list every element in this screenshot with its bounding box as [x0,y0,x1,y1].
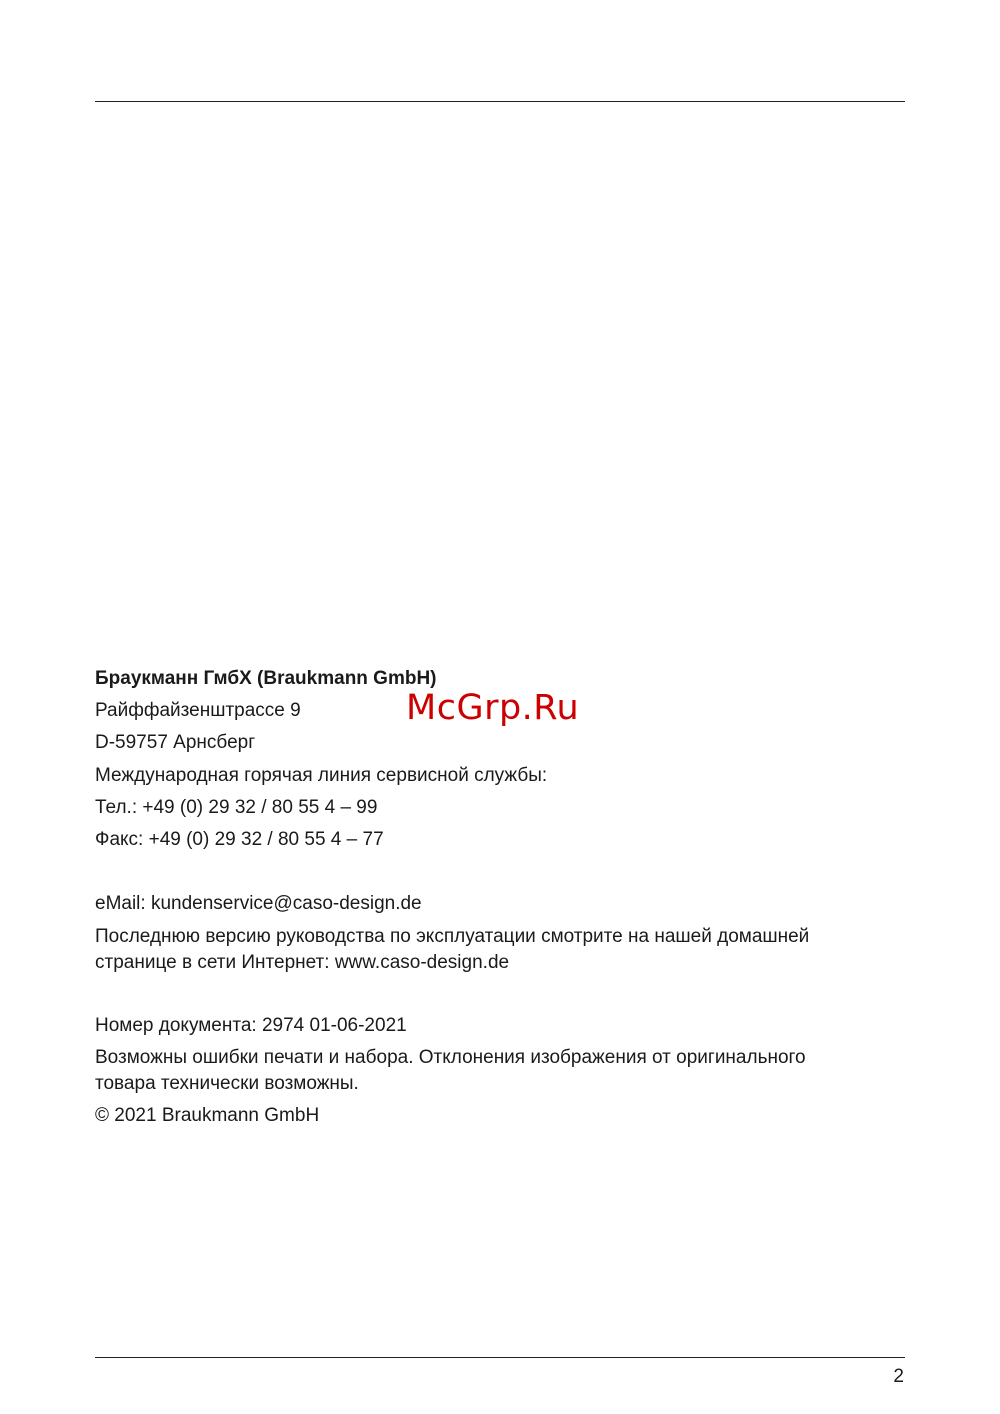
phone-number: Тел.: +49 (0) 29 32 / 80 55 4 – 99 [95,797,378,818]
city-address: D-59757 Арнсберг [95,732,256,753]
disclaimer-line-2: товара технически возможны. [95,1073,359,1094]
hotline-label: Международная горячая линия сервисной службы: [95,765,548,786]
document-number: Номер документа: 2974 01-06-2021 [95,1015,407,1036]
company-name: Браукманн ГмбХ (Braukmann GmbH) [95,668,437,689]
disclaimer-line-1: Возможны ошибки печати и набора. Отклонения изображения от оригинального [95,1047,806,1068]
email-address: eMail: kundenservice@caso-design.de [95,893,422,914]
page-number: 2 [893,1366,904,1387]
header-rule [95,101,905,102]
fax-number: Факс: +49 (0) 29 32 / 80 55 4 – 77 [95,829,384,850]
copyright-notice: © 2021 Braukmann GmbH [95,1105,320,1126]
street-address: Райффайзенштрассе 9 [95,700,301,721]
footer-rule [95,1357,905,1358]
watermark-logo: McGrp.Ru [406,688,580,728]
manual-note-line-1: Последнюю версию руководства по эксплуатации смотрите на нашей домашней [95,926,810,947]
manual-note-line-2: странице в сети Интернет: www.caso-design.de [95,952,510,973]
